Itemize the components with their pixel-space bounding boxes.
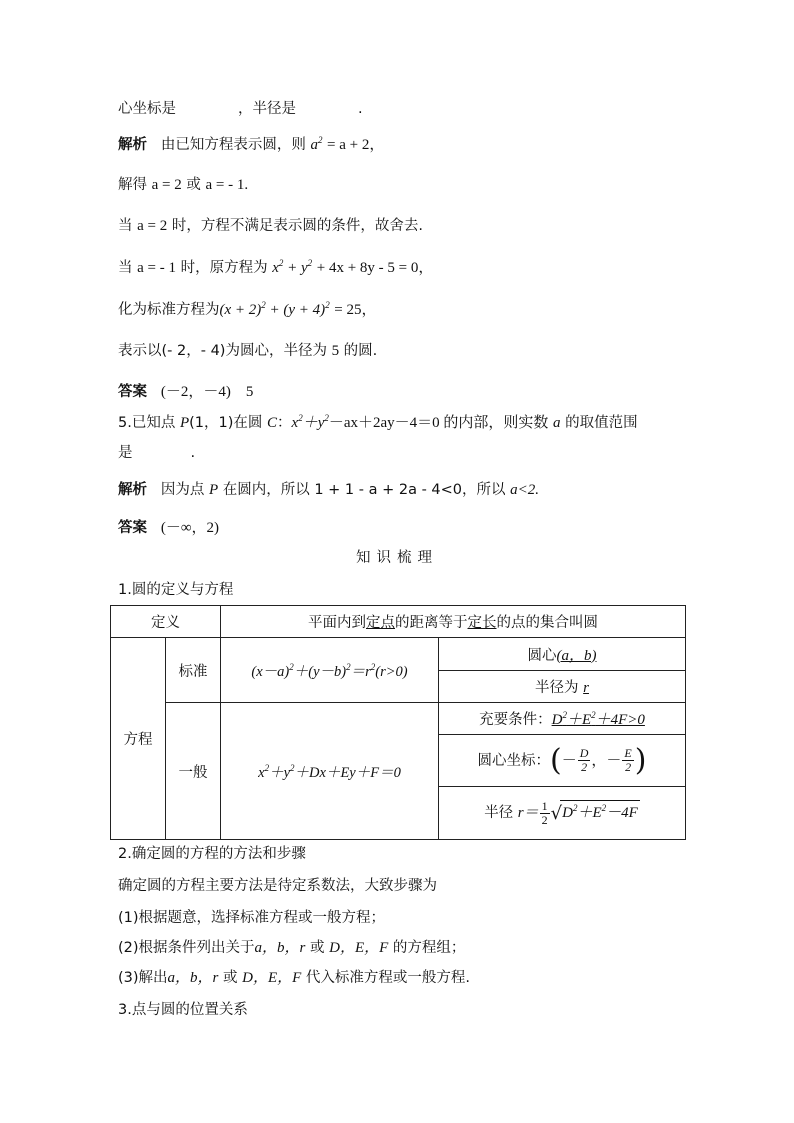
table-row-general-1 — [111, 703, 686, 735]
solution-line-5: 化为标准方程为$(x + 2)^2 + (y + 4)^2 = 25$， — [118, 300, 377, 318]
sqrt-icon: √ — [550, 802, 563, 824]
section-3-title: 3.点与圆的位置关系 — [118, 1002, 248, 1018]
std-equation: $(x-a)^2+(y-b)^2=r^2(r>0)$ — [221, 638, 439, 703]
section-2-line-1: 确定圆的方程主要方法是待定系数法，大致步骤为 — [118, 878, 437, 894]
def-label: 定义 — [111, 606, 221, 638]
section-title: 知识梳理 — [356, 550, 438, 566]
question-5-line-1: 5.已知点 P(1，1)在圆 C：$x^2+y^2-ax+2ay-4=0$ 的内部，则实数 a 的取值范围 — [118, 413, 638, 431]
answer-line-1: 答案 (－2，－4) 5 — [118, 384, 254, 400]
section-2-line-2: (1)根据题意，选择标准方程或一般方程； — [118, 910, 386, 926]
question-5-line-2: 是 . — [118, 445, 196, 461]
eq-label: 方程 — [111, 638, 166, 840]
gen-label: 一般 — [166, 703, 221, 840]
solution-line-1: 解析 由已知方程表示圆，则 $a^2 = a + 2$， — [118, 135, 385, 153]
solution-line-6: 表示以(- 2，- 4)为圆心，半径为 5 的圆. — [118, 343, 378, 359]
solution-line-2: 解得 a = 2 或 a = - 1. — [118, 177, 249, 193]
gen-equation: $x^2+y^2+Dx+Ey+F=0$ — [221, 703, 439, 840]
section-2-line-4: (3)解出a，b，r 或 D，E，F 代入标准方程或一般方程. — [118, 970, 470, 986]
table-row-standard-1 — [111, 638, 686, 671]
section-2-line-3: (2)根据条件列出关于a，b，r 或 D，E，F 的方程组； — [118, 940, 466, 956]
section-1-title: 1.圆的定义与方程 — [118, 582, 234, 598]
solution-line-3: 当 a = 2 时，方程不满足表示圆的条件，故舍去. — [118, 218, 423, 234]
circle-definition-table — [110, 605, 686, 840]
def-content: 平面内到定点的距离等于定长的点的集合叫圆 — [221, 606, 686, 638]
std-radius: 半径为 r — [439, 671, 686, 703]
gen-center: 圆心坐标：(－ $\frac{D}{2}$ ，－ $\frac{E}{2}$ ) — [439, 735, 686, 787]
section-2-title: 2.确定圆的方程的方法和步骤 — [118, 846, 306, 862]
std-center: 圆心(a，b) — [439, 638, 686, 671]
gen-radius: 半径 r＝ $\frac{1}{2}$ $√D^2+E^2-4F$ — [439, 787, 686, 840]
table-row-definition — [111, 606, 686, 638]
continued-question-line: 心坐标是 ，半径是 . — [118, 101, 363, 117]
solution-line-4: 当 a = - 1 时，原方程为 $x^2 + y^2 + 4x + 8y - 5 = 0$， — [118, 258, 434, 276]
answer-line-5: 答案 (－∞，2) — [118, 520, 220, 536]
std-label: 标准 — [166, 638, 221, 703]
gen-condition: 充要条件：$D^2+E^2+4F>0$ — [439, 703, 686, 735]
solution-5-line: 解析 因为点 P 在圆内，所以 1 + 1 - a + 2a - 4<0，所以 a<2. — [118, 482, 539, 498]
